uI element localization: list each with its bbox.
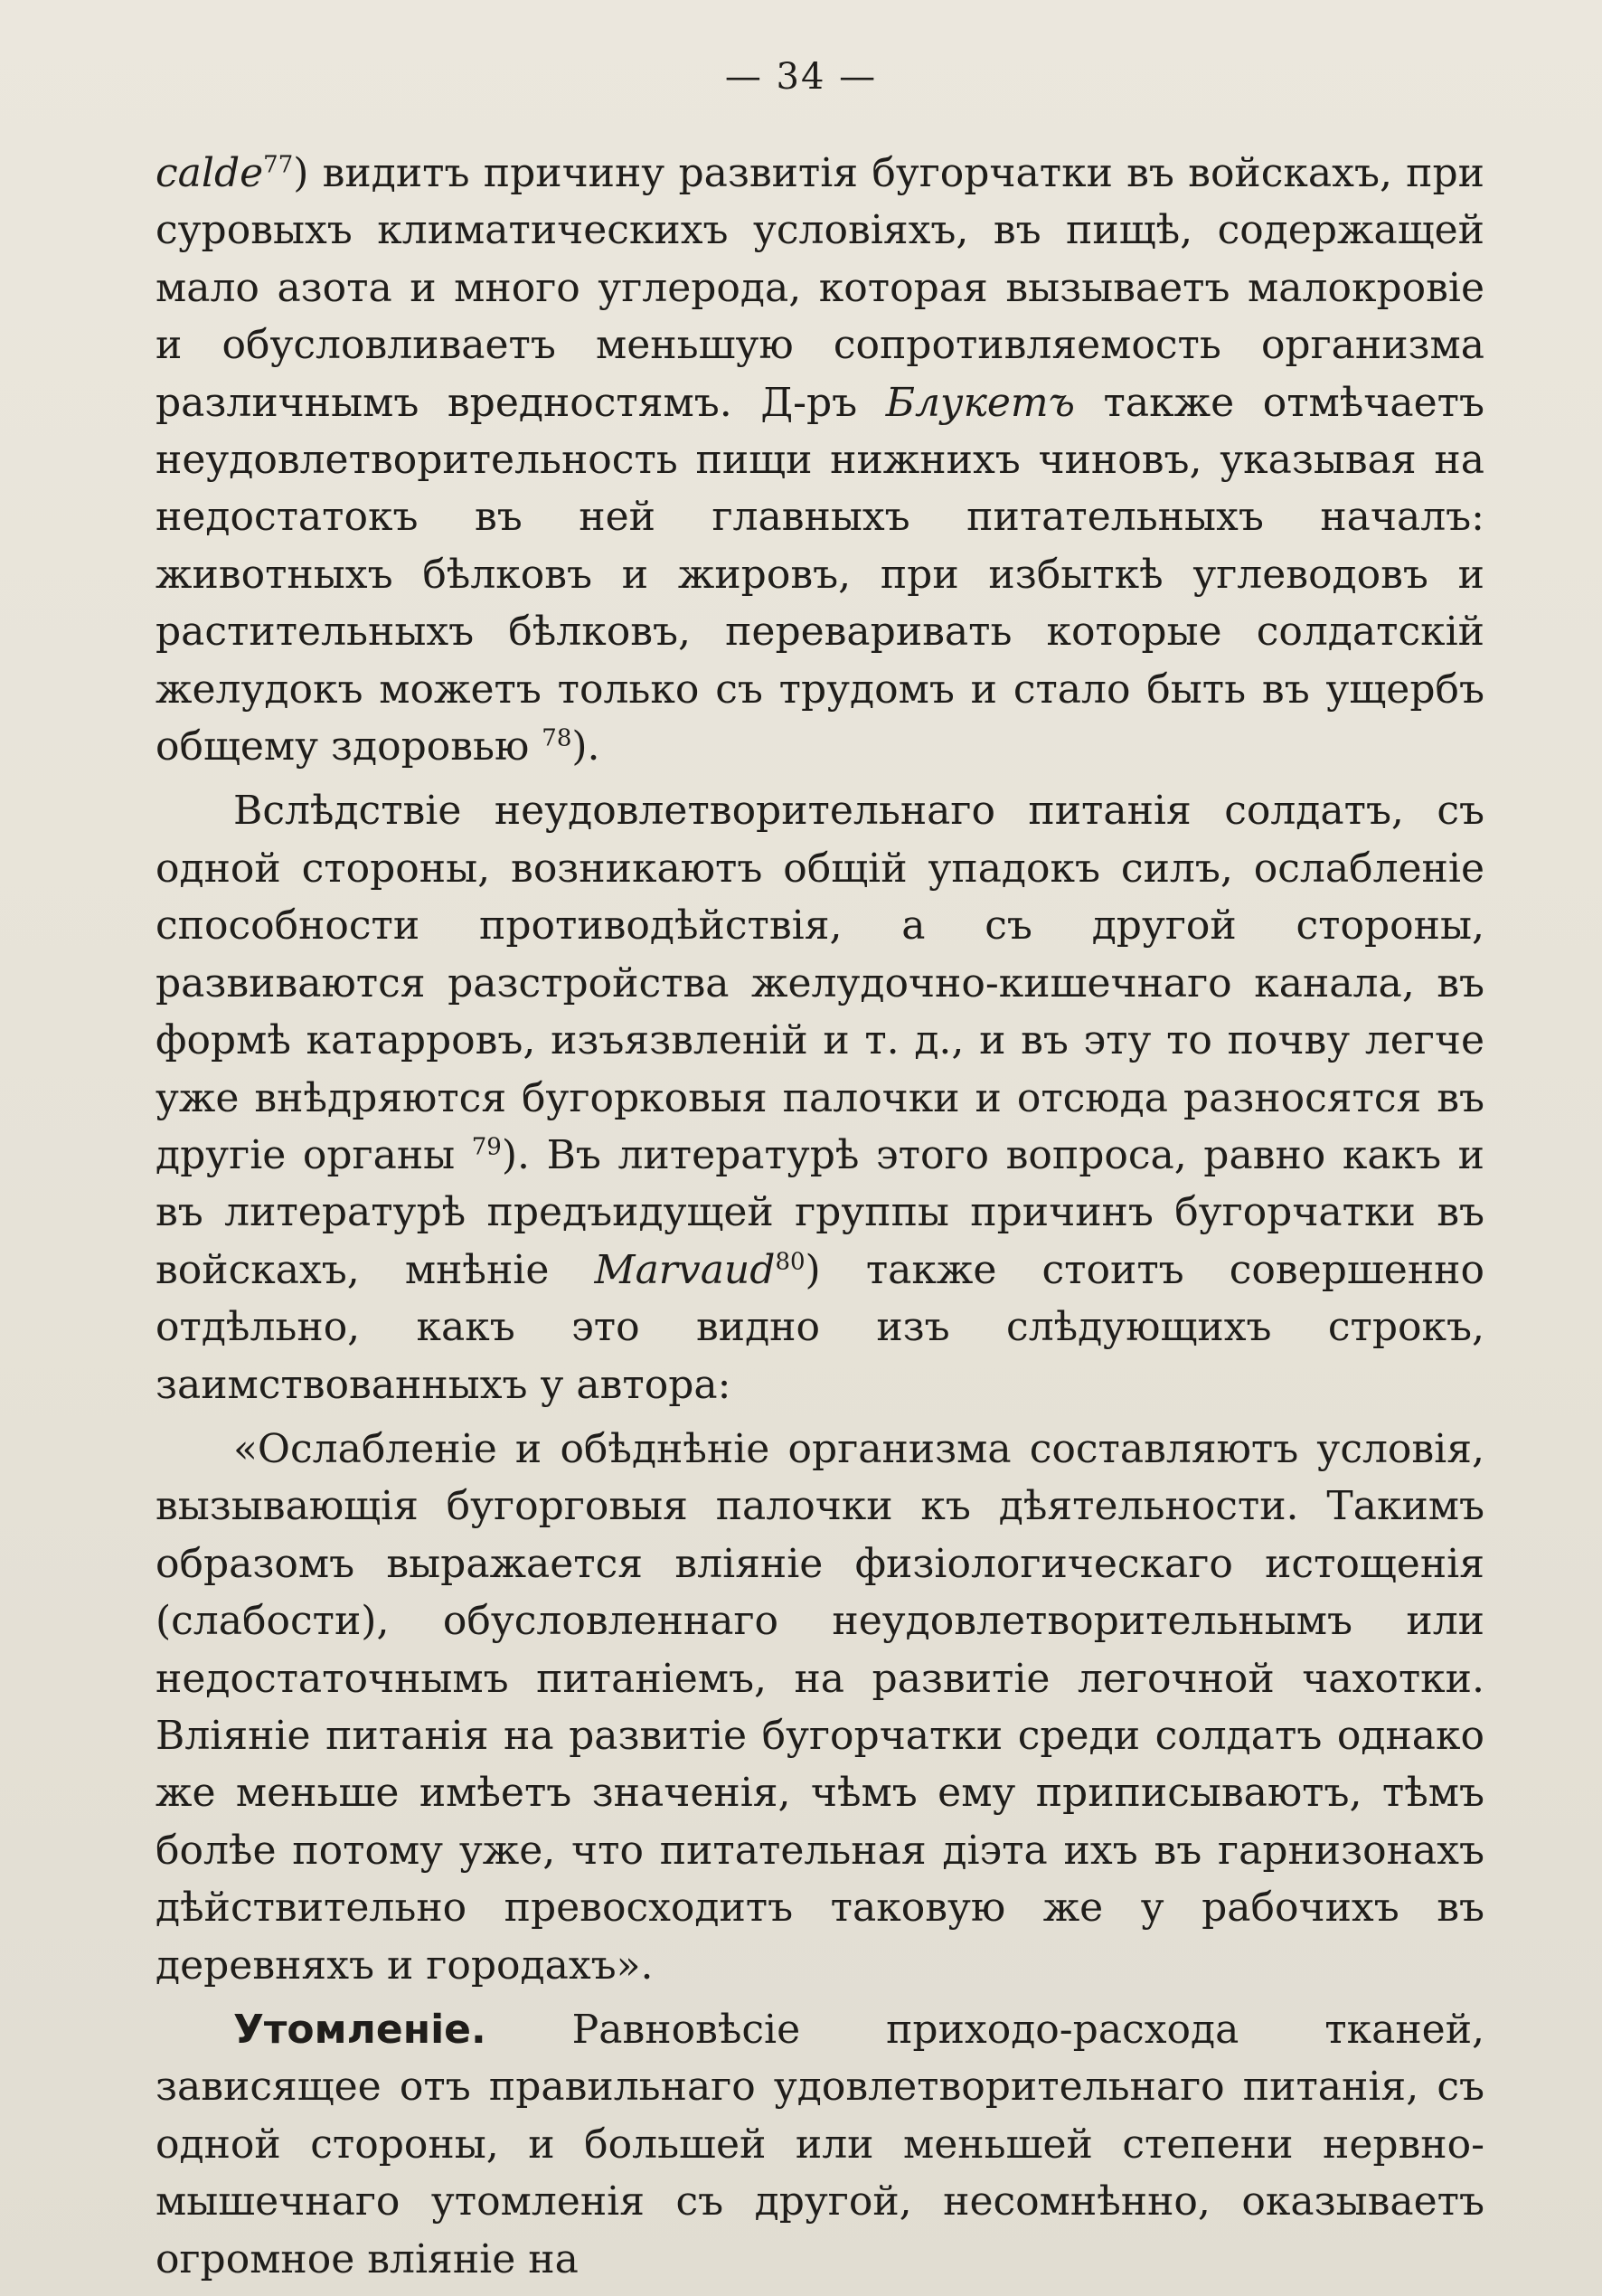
footnote-ref-80: 80 <box>775 1248 806 1276</box>
paragraph-text: ). Въ литературѣ этого вопроса, равно какъ и въ литературѣ предъидущей группы причинъ бугорчатки въ войскахъ, мнѣніе <box>155 1131 1484 1293</box>
quotation-text: «Ослабленіе и обѣднѣніе организма составляютъ условія, вызывающія бугорговыя палочки къ дѣятельности. Такимъ образомъ выражается вліяніе физіологическаго истощенія (слабости), обусловленнаго неудовлетворительнымъ или недостаточнымъ питаніемъ, на развитіе легочной чахотки. Вліяніе питанія на развитіе бугорчатки среди солдатъ однако же меньше имѣетъ значенія, чѣмъ ему приписываютъ, тѣмъ болѣе потому уже, что питательная діэта ихъ въ гарнизонахъ дѣйствительно превосходитъ таковую же у рабочихъ въ деревняхъ и городахъ». <box>155 1425 1484 1989</box>
body-text <box>155 145 1484 2288</box>
author-name-italic: calde <box>155 150 264 196</box>
paragraph-4 <box>155 2001 1484 2288</box>
page-number: — 34 — <box>724 56 878 98</box>
paragraph-text: Равновѣсіе приходо-расхода тканей, зависящее отъ правильнаго удовлетворительнаго питанія, съ одной стороны, и большей или меньшей степени нервно-мышечнаго утомленія съ другой, несомнѣнно, оказываетъ огромное вліяніе на <box>155 2007 1484 2282</box>
author-name-italic: Блукетъ <box>885 379 1075 426</box>
footnote-ref-77: 77 <box>263 151 294 179</box>
footnote-ref-79: 79 <box>471 1133 502 1161</box>
paragraph-1 <box>155 145 1484 775</box>
section-heading-fatigue: Утомленіе. <box>233 2007 486 2053</box>
paragraph-text: ) также стоитъ совершенно отдѣльно, какъ это видно изъ слѣдующихъ строкъ, заимствованныхъ у автора: <box>155 1246 1484 1408</box>
paragraph-2 <box>155 782 1484 1413</box>
paragraph-text: ) видитъ причину развитія бугорчатки въ войскахъ, при суровыхъ климатическихъ условіяхъ, въ пищѣ, содержащей мало азота и много углерода, которая вызываетъ малокровіе и обусловливаетъ меньшую сопротивляемость организма различнымъ вредностямъ. Д-ръ <box>155 150 1484 426</box>
paragraph-text: Вслѣдствіе неудовлетворительнаго питанія солдатъ, съ одной стороны, возникаютъ общій упадокъ силъ, ослабленіе способности противодѣйствія, а съ другой стороны, развиваются разстройства желудочно-кишечнаго канала, въ формѣ катарровъ, изъязвленій и т. д., и въ эту то почву легче уже внѣдряются бугорковыя палочки и отсюда разносятся въ другіе органы <box>155 788 1484 1178</box>
author-name-italic: Marvaud <box>594 1246 776 1293</box>
footnote-ref-78: 78 <box>542 724 572 752</box>
paragraph-text: ). <box>571 723 600 770</box>
paragraph-text: также отмѣчаетъ неудовлетворительность пищи нижнихъ чиновъ, указывая на недостатокъ въ ней главныхъ питательныхъ началъ: животныхъ бѣлковъ и жировъ, при избыткѣ углеводовъ и растительныхъ бѣлковъ, переваривать которые солдатскій желудокъ можетъ только съ трудомъ и стало быть въ ущербъ общему здоровью <box>155 379 1484 770</box>
paragraph-3-quotation <box>155 1421 1484 1994</box>
